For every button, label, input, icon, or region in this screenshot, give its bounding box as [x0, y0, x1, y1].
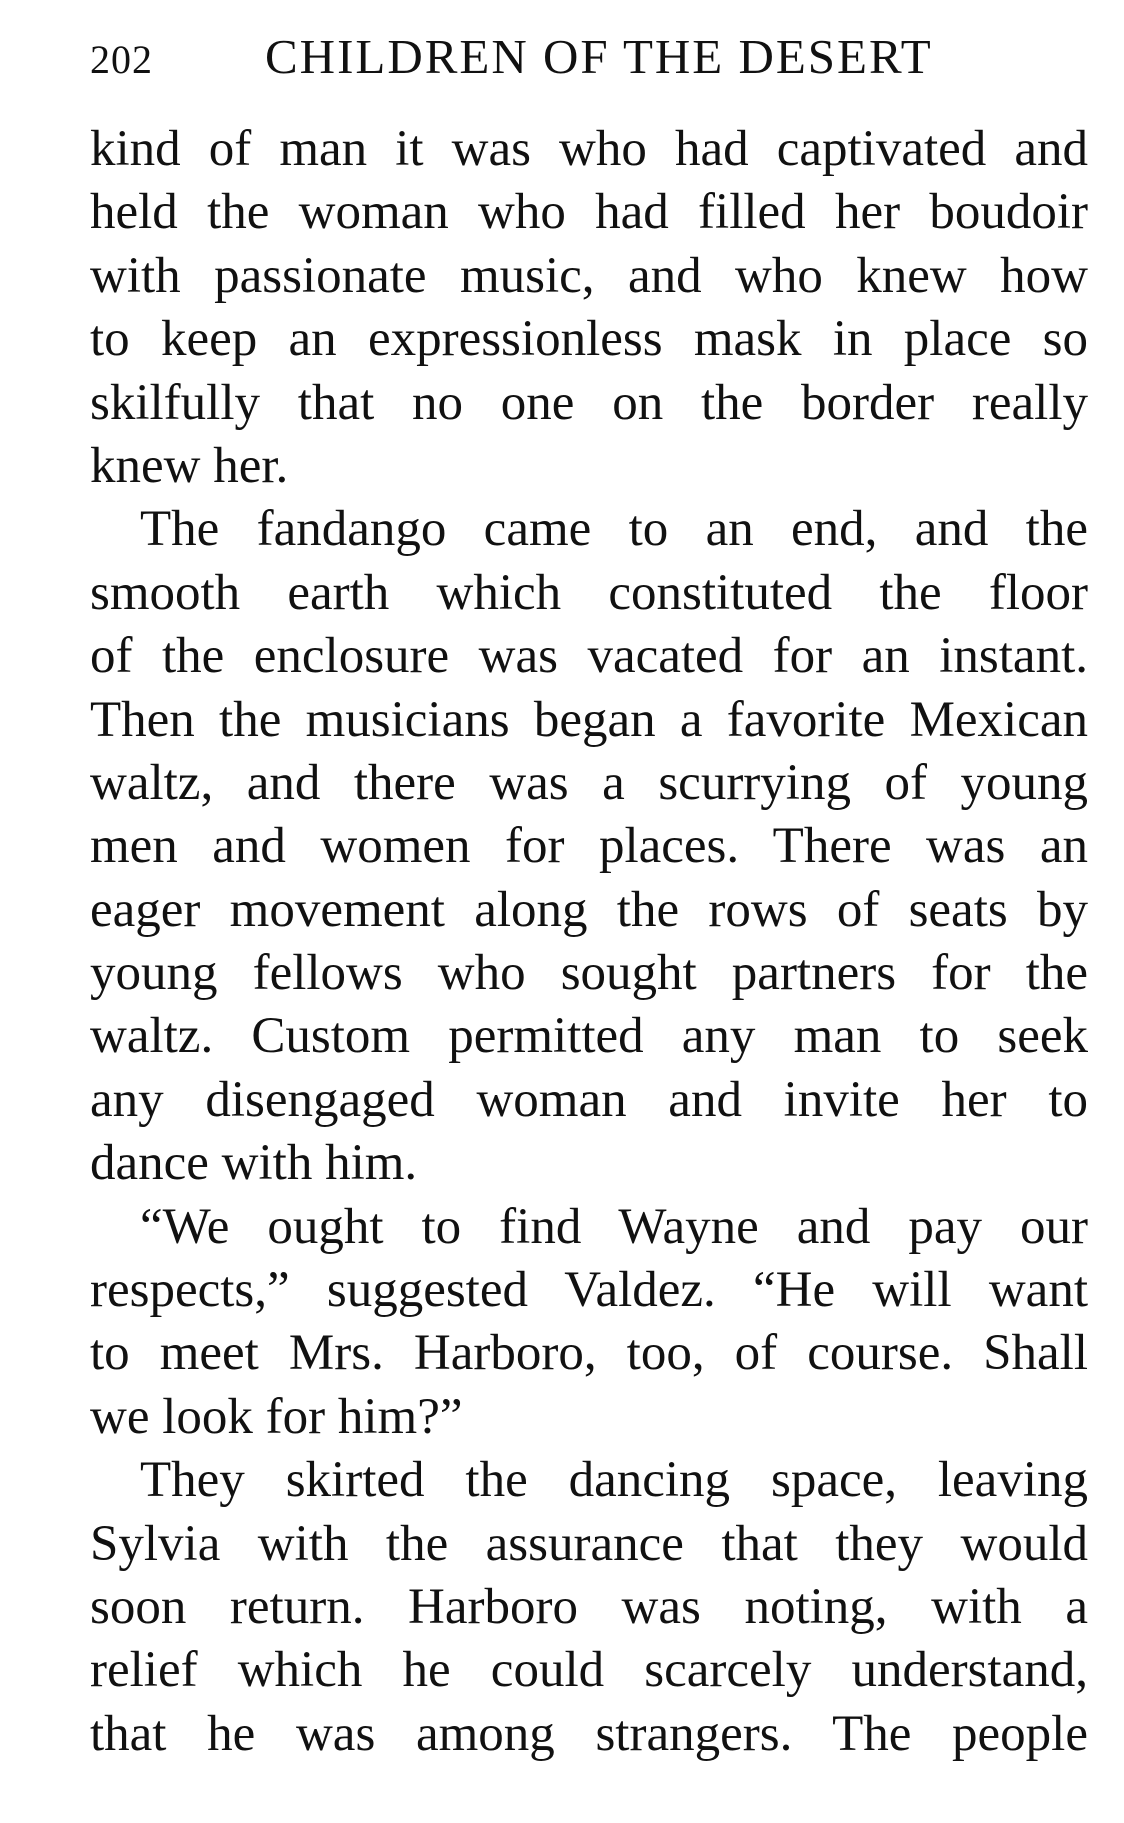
text-line: men and women for places. There was an: [90, 818, 1088, 875]
text-line: “We ought to find Wayne and pay our: [140, 1198, 1088, 1255]
text-line: Then the musicians began a favorite Mexican: [90, 691, 1088, 748]
text-line: skilfully that no one on the border really: [90, 374, 1088, 431]
text-line: to keep an expressionless mask in place so: [90, 311, 1088, 368]
text-line: The fandango came to an end, and the: [140, 501, 1088, 558]
text-line: relief which he could scarcely understand,: [90, 1642, 1088, 1699]
running-title: CHILDREN OF THE DESERT: [265, 29, 933, 84]
text-line: kind of man it was who had captivated and: [90, 121, 1088, 177]
text-line: with passionate music, and who knew how: [90, 247, 1088, 304]
text-line: respects,” suggested Valdez. “He will want: [90, 1262, 1088, 1319]
text-line: that he was among strangers. The people: [90, 1705, 1088, 1762]
text-line: Sylvia with the assurance that they would: [90, 1515, 1088, 1572]
text-line: knew her.: [90, 437, 289, 494]
text-line: held the woman who had filled her boudoir: [90, 184, 1088, 241]
text-line: we look for him?”: [90, 1388, 463, 1445]
text-line: soon return. Harboro was noting, with a: [90, 1578, 1088, 1635]
text-line: They skirted the dancing space, leaving: [140, 1452, 1088, 1509]
body-text: [90, 118, 1088, 1766]
text-line: to meet Mrs. Harboro, too, of course. Shall: [90, 1325, 1088, 1382]
text-line: waltz. Custom permitted any man to seek: [90, 1008, 1088, 1065]
text-line: any disengaged woman and invite her to: [90, 1071, 1088, 1128]
page-number: 202: [90, 37, 153, 82]
text-line: eager movement along the rows of seats by: [90, 881, 1088, 938]
text-line: smooth earth which constituted the floor: [90, 564, 1088, 621]
text-line: of the enclosure was vacated for an instant.: [90, 628, 1088, 685]
text-line: waltz, and there was a scurrying of young: [90, 754, 1088, 811]
text-line: dance with him.: [90, 1135, 418, 1192]
page-header: [90, 24, 1090, 94]
text-line: young fellows who sought partners for the: [90, 945, 1088, 1002]
